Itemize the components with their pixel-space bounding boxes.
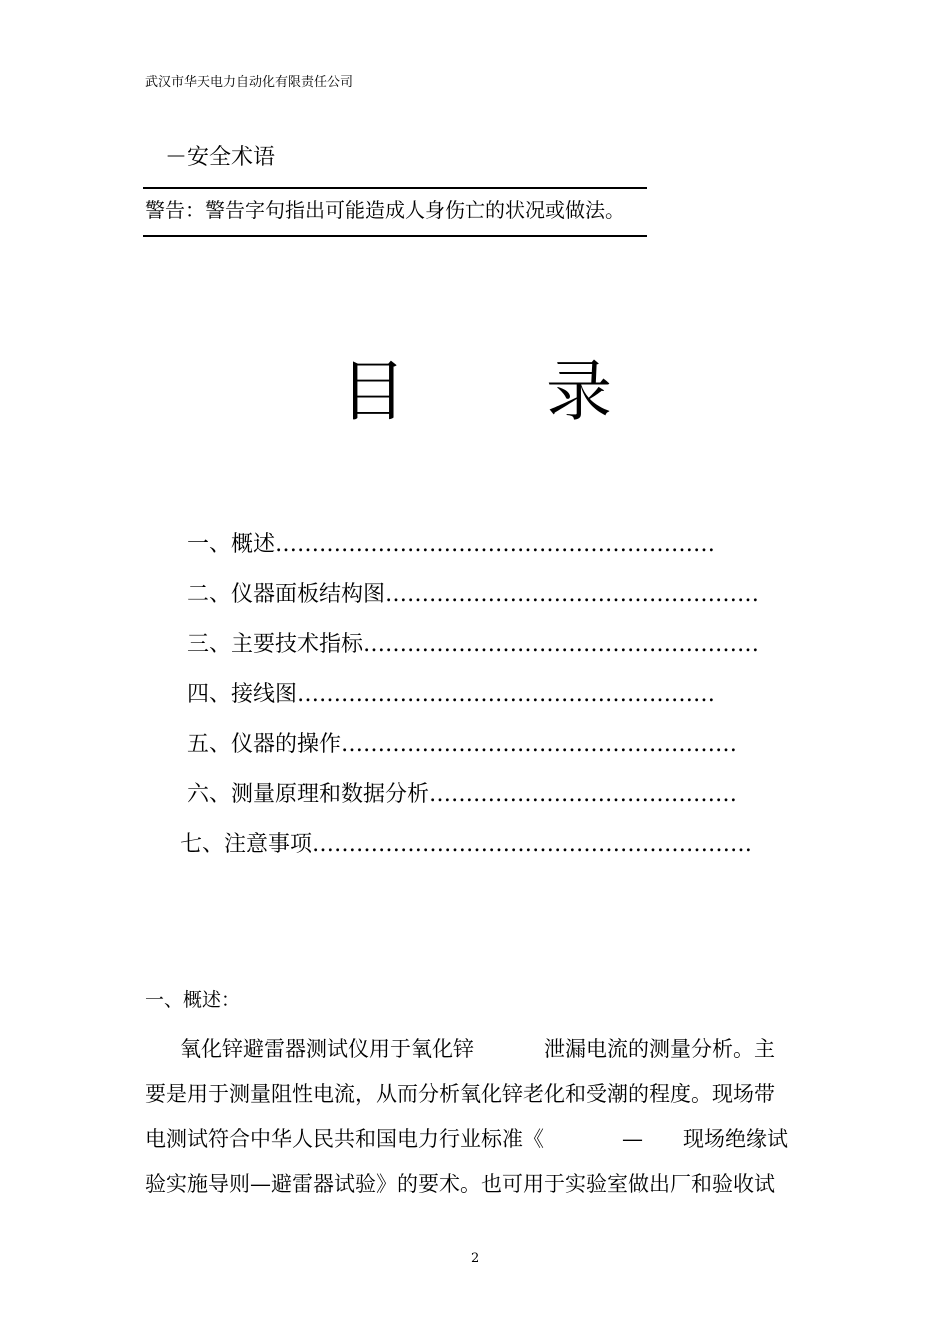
toc-item-label: 六、测量原理和数据分析 [187,782,430,807]
toc-item-label: 四、接线图 [187,682,298,707]
toc-item-operation[interactable] [187,730,737,760]
divider-top [143,187,647,189]
toc-item-specifications[interactable] [187,630,759,660]
safety-terms-title: －安全术语 [165,145,276,170]
toc-item-label: 三、主要技术指标 [187,632,364,657]
toc-item-leader: …………………………………………… [385,582,760,607]
page-number: 2 [471,1251,480,1266]
toc-item-leader: …………………………………………………… [312,832,753,857]
overview-line-1b: 泄漏电流的测量分析。主 [544,1037,775,1061]
overview-line-2: 要是用于测量阻性电流，从而分析氧化锌老化和受潮的程度。现场带 [145,1082,775,1106]
toc-item-label: 七、注意事项 [180,832,313,857]
warning-text: 警告：警告字句指出可能造成人身伤亡的状况或做法。 [145,198,625,222]
overview-line-4: 验实施导则—避雷器试验》的要术。也可用于实验室做出厂和验收试 [145,1172,775,1196]
toc-item-overview[interactable] [187,530,715,560]
toc-item-label: 一、概述 [187,532,276,557]
overview-line-1a: 氧化锌避雷器测试仪用于氧化锌 [180,1037,474,1061]
toc-item-leader: ………………………………………………… [297,682,716,707]
overview-line-3b: — [622,1127,643,1151]
overview-line-3c: 现场绝缘试 [683,1127,788,1151]
toc-title [340,338,612,433]
page-header-company: 武汉市华天电力自动化有限责任公司 [145,75,354,90]
overview-line-3a: 电测试符合中华人民共和国电力行业标准《 [145,1127,544,1151]
overview-heading: 一、概述： [145,989,241,1011]
toc-item-wiring[interactable] [187,680,715,710]
toc-item-leader: ……………………………………………… [363,632,760,657]
toc-item-principle[interactable] [187,780,737,810]
toc-item-label: 二、仪器面板结构图 [187,582,386,607]
overview-paragraph [145,1027,805,1207]
divider-bottom [143,235,647,237]
toc-item-label: 五、仪器的操作 [187,732,342,757]
toc-title-char-2: 录 [546,353,612,430]
toc-item-leader: …………………………………………………… [275,532,716,557]
toc-item-leader: ……………………………………………… [341,732,738,757]
toc-item-leader: …………………………………… [429,782,738,807]
toc-title-char-1: 目 [340,353,406,430]
toc-item-precautions[interactable] [180,830,752,860]
toc-item-panel-diagram[interactable] [187,580,759,610]
